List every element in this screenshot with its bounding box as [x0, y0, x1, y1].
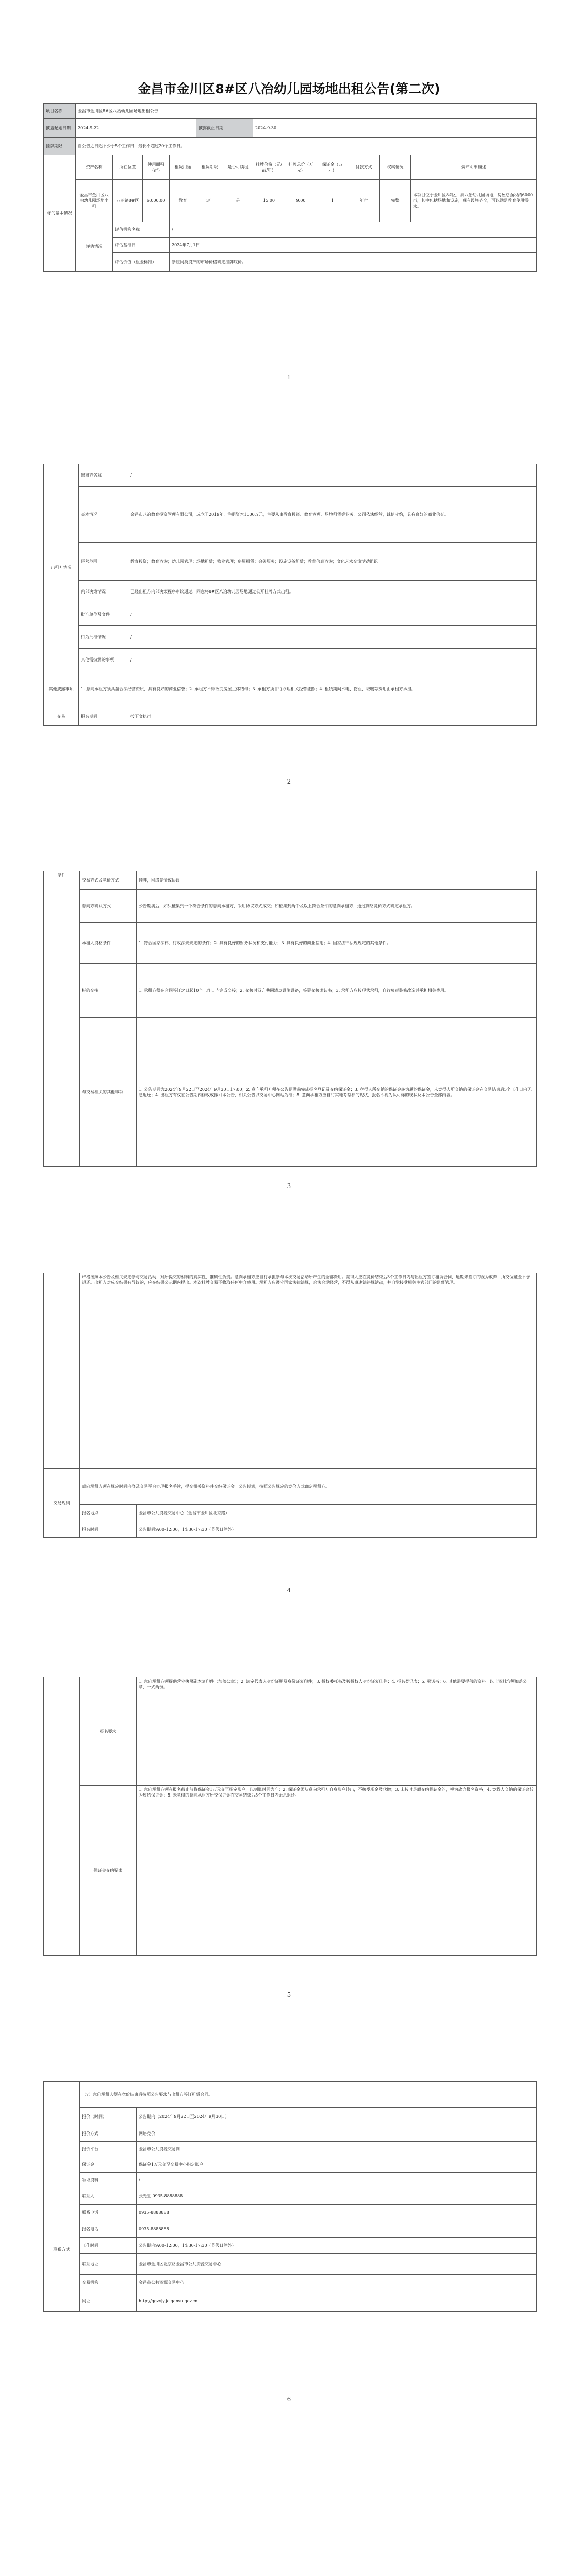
row-value: / [128, 649, 537, 671]
row-key: 报名电话 [80, 2221, 137, 2238]
row-value: 0935-8888888 [137, 2221, 537, 2238]
col-header: 资产明细描述 [411, 155, 537, 180]
page-number: 6 [287, 2396, 291, 2403]
conditions-table [43, 871, 537, 1167]
contact-value: 金昌市公共资源交易中心（金昌市金川区北京路） [137, 1505, 537, 1521]
row-value: 公告期内（2024年9月22日至2024年9月30日） [137, 2108, 537, 2126]
blank-cell [44, 2082, 80, 2188]
eval-date: 2024年7月1日 [170, 238, 537, 253]
table-cell: 是 [223, 180, 253, 222]
row-value: 1. 符合国家法律、行政法规规定的条件；2. 具有良好的财务状况和支付能力；3. 具有良好的商业信用；4. 国家法律法规规定的其他条件。 [137, 923, 537, 964]
project-info-table [43, 103, 537, 272]
col-header: 挂牌总价（万元） [285, 155, 317, 180]
section-label: 条件 [44, 871, 80, 1167]
header-text: （7）意向承租人须在竞价结束后按照公告要求与出租方签订租赁合同。 [80, 2082, 537, 2108]
project-name: 金昌市金川区8#区八冶幼儿园场地出租公告 [76, 104, 537, 119]
row-key: 网址 [80, 2291, 137, 2312]
row-value: 金昌市金川区北京路金昌市公共资源交易中心 [137, 2254, 537, 2275]
start-date: 2024-9-22 [76, 119, 196, 138]
row-value: 保证金1万元交至交易中心指定账户 [137, 2157, 537, 2173]
row-value: 金昌市公共资源交易网 [137, 2142, 537, 2157]
issuer-label: 出租方情况 [44, 464, 79, 671]
trade-value: 按下文执行 [128, 707, 537, 726]
trade-key: 报名期间 [79, 707, 128, 726]
eval-value: 参照同类资产的市场价格确定挂牌底价。 [170, 253, 537, 272]
period-label: 挂牌期限 [44, 138, 76, 155]
row-value: 1. 承租方须在合同签订之日起10个工作日内完成交接；2. 交接时双方共同清点设施设备，签署交接确认书；3. 承租方应按现状承租，自行负责装修改造并承担相关费用。 [137, 964, 537, 1018]
row-key: 领取资料 [80, 2173, 137, 2188]
col-header: 保证金（万元） [317, 155, 348, 180]
req-text: 1. 意向承租方须提供营业执照副本复印件（加盖公章）；2. 法定代表人身份证明及身份证复印件；3. 授权委托书及被授权人身份证复印件；4. 报名登记表；5. 承诺书；6. 其他需要提供的资料。以上资料均须加盖公章，一式两份。 [137, 1677, 537, 1786]
row-value: / [128, 603, 537, 626]
row-key: 报价方式 [80, 2126, 137, 2142]
row-value: 0935-8888888 [137, 2205, 537, 2221]
eval-date-label: 评估基准日 [113, 238, 170, 253]
row-key: 联系人 [80, 2188, 137, 2205]
deposit-table [43, 1677, 537, 1956]
page-number: 3 [287, 1182, 291, 1190]
row-value: 1. 公告期间为2024年9月22日至2024年9月30日17:00；2. 意向承租方须在公告期满前完成报名登记及交纳保证金；3. 竞得人所交纳的保证金转为履约保证金，未竞得人所交纳的保证金在交易结束后5个工作日内无息退还；4. 出租方有权在公告期内修改或撤回本公告，相关公告以交易中心网站为准；5. 意向承租方应自行实地考察标的现状，报名即视为认可标的现状及本公告全部内容。 [137, 1018, 537, 1167]
issuer-table [43, 464, 537, 726]
deposit-text: 1. 意向承租方须在报名截止前将保证金1万元交至指定账户，以到账时间为准；2. 保证金须从意向承租方自身账户转出，不接受现金及代缴；3. 未按时足额交纳保证金的，视为放弃报名资格；4. 竞得人交纳的保证金转为履约保证金；5. 未竞得的意向承租方所交保证金在交易结束后5个工作日内无息退还。 [137, 1786, 537, 1956]
req-label: 报名要求 [80, 1677, 137, 1786]
row-key: 承租人资格条件 [80, 923, 137, 964]
col-header: 付款方式 [348, 155, 380, 180]
row-key: 内部决策情况 [79, 581, 128, 603]
table-cell: 1 [317, 180, 348, 222]
row-key: 联系地址 [80, 2254, 137, 2275]
table-cell: 金昌市金川区八冶幼儿园场地出租 [76, 180, 113, 222]
col-header: 所在位置 [113, 155, 143, 180]
table-cell: 3年 [196, 180, 223, 222]
col-header: 是否可续租 [223, 155, 253, 180]
contact-table [43, 2081, 537, 2312]
eval-label: 评估情况 [76, 222, 113, 272]
eval-value-label: 评估价值（租金标准） [113, 253, 170, 272]
row-key: 意向方确认方式 [80, 890, 137, 923]
row-key: 交易方式及竞价方式 [80, 871, 137, 890]
page-number: 2 [287, 778, 291, 785]
table-cell: 9.00 [285, 180, 317, 222]
table-cell: 6,000.00 [143, 180, 170, 222]
rules-text: 意向承租方须在规定时间内登录交易平台办理报名手续，提交相关资料并交纳保证金。公告期满，按照公告规定的竞价方式确定承租方。 [80, 1469, 537, 1505]
row-key: 出租方名称 [79, 464, 128, 487]
row-key: 标的交接 [80, 964, 137, 1018]
col-header: 挂牌价格（元/㎡/年） [253, 155, 285, 180]
trade-label: 交易 [44, 707, 79, 726]
page-title: 金昌市金川区8#区八冶幼儿园场地出租公告(第二次) [138, 81, 440, 96]
page-number: 4 [287, 1587, 291, 1594]
row-value: http://ggzyjy.jc.gansu.gov.cn [137, 2291, 537, 2312]
row-value: 张先生 0935-8888888 [137, 2188, 537, 2205]
project-name-label: 项目名称 [44, 104, 76, 119]
col-header: 资产名称 [76, 155, 113, 180]
blank-cell [44, 1677, 80, 1956]
row-key: 基本情况 [79, 487, 128, 543]
row-key: 保证金 [80, 2157, 137, 2173]
table-cell: 年付 [348, 180, 380, 222]
row-value: 已经出租方内部决策程序审议通过，同意将8#区八冶幼儿园场地通过公开挂牌方式出租。 [128, 581, 537, 603]
row-value: 金昌市公共资源交易中心 [137, 2275, 537, 2291]
table-cell: 本项目位于金川区8#区，属八冶幼儿园场地，房屋总面积约6000㎡，其中包括场地和设施，现有设施齐全，可以满足教育使用需求。 [411, 180, 537, 222]
rules-label: 交易规则 [44, 1469, 80, 1538]
time-key: 报名时间 [80, 1521, 137, 1538]
time-value: 公告期间9:00-12:00，14:30-17:30（节假日除外） [137, 1521, 537, 1538]
asset-section-label: 标的基本情况 [44, 155, 76, 272]
start-label: 披露起始日期 [44, 119, 76, 138]
row-key: 经营范围 [79, 543, 128, 581]
contact-label: 报名地点 [80, 1505, 137, 1521]
col-header: 权属情况 [380, 155, 411, 180]
period: 自公告之日起不少于5个工作日，最长不超过20个工作日。 [76, 138, 537, 155]
row-key: 联系电话 [80, 2205, 137, 2221]
other-label: 其他披露事项 [44, 671, 79, 707]
row-value: / [128, 464, 537, 487]
end-date: 2024-9-30 [253, 119, 537, 138]
main-text: 严格按照本公告及相关规定参与交易活动，对所提交的材料的真实性、准确性负责。意向承租方应自行承担参与本次交易活动所产生的全部费用。竞得人应在竞价结束后3个工作日内与出租方签订租赁合同，逾期未签订的视为放弃，所交保证金不予退还。出租方对成交结果有异议的，应在结果公示期内提出。本次挂牌交易不收取任何中介费用。承租方应遵守国家法律法规，合法合规经营，不得从事违法违规活动，并自觉接受相关主管部门的监督管理。 [80, 1273, 537, 1469]
row-key: 其他需披露的事项 [79, 649, 128, 671]
table-cell: 完整 [380, 180, 411, 222]
table-cell: 八冶路8#区 [113, 180, 143, 222]
row-value: 挂牌，网络竞价或协议 [137, 871, 537, 890]
row-key: 工作时间 [80, 2238, 137, 2254]
contact-label: 联系方式 [44, 2188, 80, 2312]
deposit-label: 保证金交纳要求 [80, 1786, 137, 1956]
other-value: 1. 意向承租方须具备合法经营资质，具有良好的商业信誉；2. 承租方不得改变房屋主体结构；3. 承租方须自行办理相关经营证照；4. 租赁期间水电、物业、取暖等费用由承租方承担。 [79, 671, 537, 707]
row-value: 公告期内9:00-12:00，14:30-17:30（节假日除外） [137, 2238, 537, 2254]
row-value: / [137, 2173, 537, 2188]
row-value: 网络竞价 [137, 2126, 537, 2142]
end-label: 披露截止日期 [196, 119, 253, 138]
row-value: 公告期满后，如只征集到一个符合条件的意向承租方，采用协议方式成交；如征集到两个及以上符合条件的意向承租方，通过网络竞价方式确定承租方。 [137, 890, 537, 923]
row-value: 金昌市八冶教育投资管理有限公司，成立于2019年，注册资本1000万元，主要从事教育投资、教育管理、场地租赁等业务。公司依法经营，诚信守约，具有良好的商业信誉。 [128, 487, 537, 543]
table-cell: 教育 [170, 180, 196, 222]
rules-table [43, 1273, 537, 1538]
col-header: 使用面积（㎡） [143, 155, 170, 180]
row-key: 行为批准情况 [79, 626, 128, 649]
eval-org-label: 评估机构名称 [113, 222, 170, 238]
blank-cell [44, 1273, 80, 1469]
row-value: 教育投资；教育咨询；幼儿园管理；场地租赁；物业管理；房屋租赁；会务服务；设施设备租赁；教育信息咨询；文化艺术交流活动组织。 [128, 543, 537, 581]
row-key: 报价（时间） [80, 2108, 137, 2126]
page-number: 1 [287, 374, 291, 381]
col-header: 租赁期限 [196, 155, 223, 180]
col-header: 租赁用途 [170, 155, 196, 180]
row-key: 交易机构 [80, 2275, 137, 2291]
eval-org: / [170, 222, 537, 238]
table-cell: 15.00 [253, 180, 285, 222]
row-value: / [128, 626, 537, 649]
page-number: 5 [287, 1991, 291, 1998]
row-key: 批准单位及文件 [79, 603, 128, 626]
row-key: 报价平台 [80, 2142, 137, 2157]
row-key: 与交易相关的其他事项 [80, 1018, 137, 1167]
